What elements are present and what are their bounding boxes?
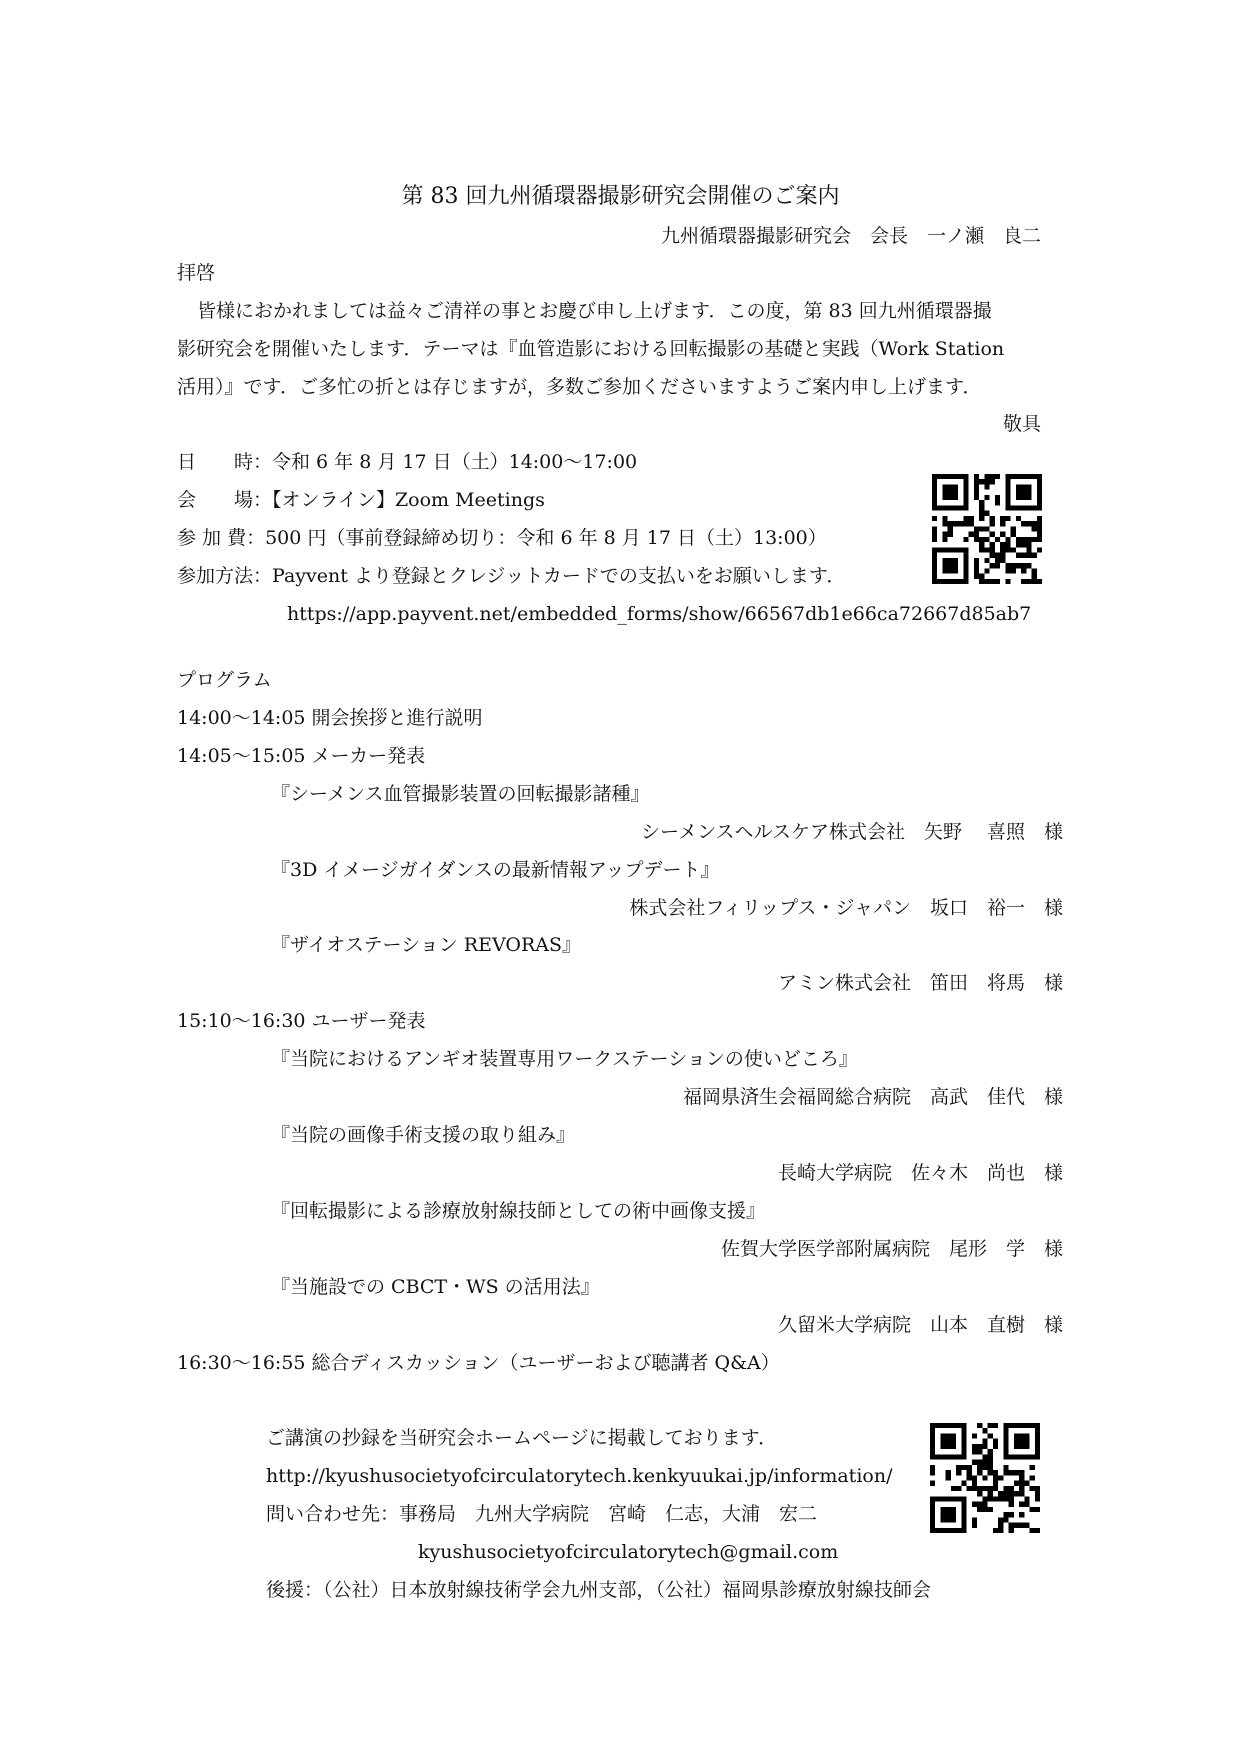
talk-title: 『当施設での CBCT・WS の活用法』 xyxy=(271,1276,600,1298)
intro-line: 活用）』です．ご多忙の折とは存じますが，多数ご参加くださいますようご案内申し上げます． xyxy=(177,376,982,398)
support-line: 後援：（公社）日本放射線技術学会九州支部，（公社）福岡県診療放射線技師会 xyxy=(266,1579,932,1601)
talk-title: 『シーメンス血管撮影装置の回転撮影諸種』 xyxy=(271,783,650,805)
intro-line: 影研究会を開催いたします．テーマは『血管造影における回転撮影の基礎と実践（Work Station xyxy=(177,338,1005,360)
venue-row xyxy=(177,489,545,512)
date-value: 令和 6 年 8 月 17 日（土）14:00〜17:00 xyxy=(272,451,638,473)
fee-label: 参 加 費： xyxy=(177,527,266,549)
program-session: 15:10〜16:30 ユーザー発表 xyxy=(177,1010,426,1032)
fee-row xyxy=(177,527,827,550)
program-session: 14:05〜15:05 メーカー発表 xyxy=(177,745,426,767)
program-session: 14:00〜14:05 開会挨拶と進行説明 xyxy=(177,707,483,729)
talk-title: 『ザイオステーション REVORAS』 xyxy=(271,934,581,956)
talk-speaker: 福岡県済生会福岡総合病院 高武 佳代 様 xyxy=(682,1086,1063,1108)
talk-speaker: 佐賀大学医学部附属病院 尾形 学 様 xyxy=(720,1238,1063,1260)
registration-url[interactable]: https://app.payvent.net/embedded_forms/show/66567db1e66ca72667d85ab7 xyxy=(287,603,1032,625)
contact-email[interactable]: kyushusocietyofcirculatorytech@gmail.com xyxy=(418,1541,839,1563)
contact-line: 問い合わせ先：事務局 九州大学病院 宮崎 仁志，大浦 宏二 xyxy=(266,1503,818,1525)
page-title: 第 83 回九州循環器撮影研究会開催のご案内 xyxy=(401,184,840,209)
talk-speaker: 久留米大学病院 山本 直樹 様 xyxy=(777,1314,1063,1336)
venue-label: 会 場： xyxy=(177,489,273,511)
date-row xyxy=(177,451,637,474)
homepage-qr-code-icon[interactable] xyxy=(930,1423,1040,1533)
fee-value: 500 円（事前登録締め切り：令和 6 年 8 月 17 日（土）13:00） xyxy=(265,527,827,549)
closing: 敬具 xyxy=(1002,413,1041,435)
talk-speaker: アミン株式会社 笛田 将馬 様 xyxy=(777,972,1063,994)
method-label: 参加方法： xyxy=(177,565,273,587)
talk-speaker: シーメンスヘルスケア株式会社 矢野 喜照 様 xyxy=(641,821,1063,843)
talk-speaker: 長崎大学病院 佐々木 尚也 様 xyxy=(777,1162,1063,1184)
intro-line: 皆様におかれましては益々ご清祥の事とお慶び申し上げます．この度，第 83 回九州循環器撮 xyxy=(197,300,992,322)
date-label: 日 時： xyxy=(177,451,273,473)
organizer-line: 九州循環器撮影研究会 会長 一ノ瀬 良二 xyxy=(660,225,1041,247)
talk-title: 『3D イメージガイダンスの最新情報アップデート』 xyxy=(271,859,720,881)
program-session: 16:30〜16:55 総合ディスカッション（ユーザーおよび聴講者 Q&A） xyxy=(177,1352,780,1374)
method-row xyxy=(177,565,845,588)
talk-title: 『当院の画像手術支援の取り組み』 xyxy=(271,1124,576,1146)
method-value: Payvent より登録とクレジットカードでの支払いをお願いします． xyxy=(272,565,846,587)
talk-speaker: 株式会社フィリップス・ジャパン 坂口 裕一 様 xyxy=(629,897,1063,919)
homepage-url[interactable]: http://kyushusocietyofcirculatorytech.kenkyuukai.jp/information/ xyxy=(266,1465,893,1487)
venue-value: 【オンライン】Zoom Meetings xyxy=(272,489,545,511)
greeting: 拝啓 xyxy=(177,262,216,284)
program-heading: プログラム xyxy=(177,669,272,691)
registration-qr-code-icon[interactable] xyxy=(932,474,1042,584)
talk-title: 『回転撮影による診療放射線技師としての術中画像支援』 xyxy=(271,1200,766,1222)
talk-title: 『当院におけるアンギオ装置専用ワークステーションの使いどころ』 xyxy=(271,1048,858,1070)
abstract-note: ご講演の抄録を当研究会ホームページに掲載しております． xyxy=(266,1427,778,1449)
